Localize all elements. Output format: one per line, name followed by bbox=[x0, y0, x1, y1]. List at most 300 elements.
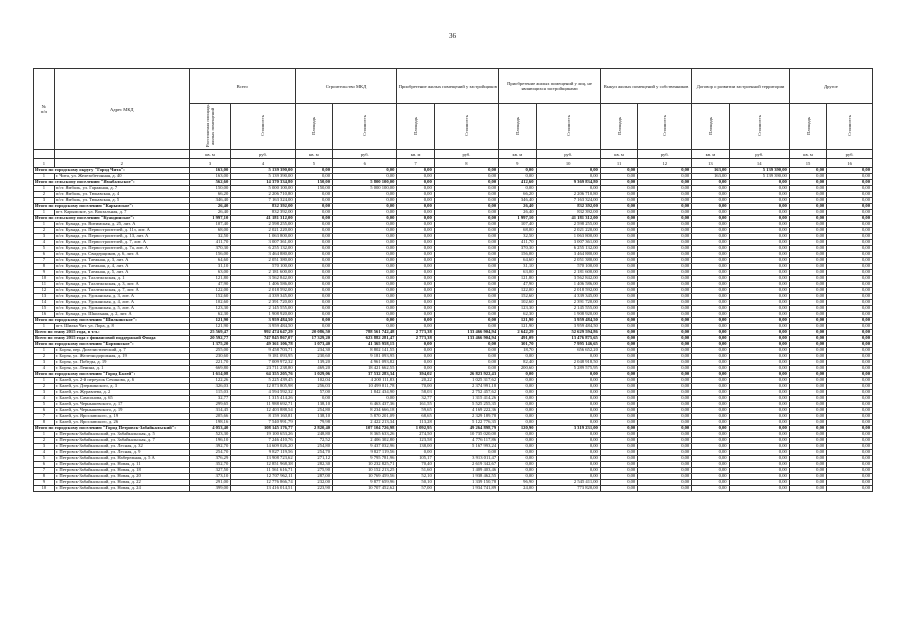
cost-cell: 0,00 bbox=[827, 252, 873, 258]
cost-cell: 2 051 380,00 bbox=[231, 258, 295, 264]
area-cell: 0,00 bbox=[397, 258, 434, 264]
address-cell: п/ст. Куанда, ул. Первостроителей, д. 7, лит. А bbox=[54, 240, 189, 246]
address-cell: пгт. Карымское, ул. Вокзальная, д. 7 bbox=[54, 210, 189, 216]
cost-cell: 0,00 bbox=[827, 372, 873, 378]
address-cell: п/ст. Куанда, ул. Таллежскская, д. 1 bbox=[54, 276, 189, 282]
header-sub-area-text: Площадь bbox=[616, 117, 622, 135]
cost-cell: 0,00 bbox=[729, 306, 789, 312]
area-cell: 0,00 bbox=[789, 414, 826, 420]
header-sub-area-text: Площадь bbox=[311, 117, 317, 135]
row-number: 4 bbox=[34, 396, 55, 402]
area-cell: 0,00 bbox=[692, 396, 729, 402]
cost-cell: 52 629 594,86 bbox=[536, 330, 600, 336]
area-cell: 0,00 bbox=[600, 474, 637, 480]
area-cell: 271,12 bbox=[295, 456, 332, 462]
colnum-cell: 10 bbox=[536, 159, 600, 168]
area-cell: 123,30 bbox=[499, 306, 536, 312]
cost-cell: 13 908 723,62 bbox=[231, 456, 295, 462]
cost-cell: 0,00 bbox=[434, 210, 498, 216]
row-number: 2 bbox=[34, 228, 55, 234]
area-cell: 0,00 bbox=[397, 276, 434, 282]
area-cell: 0,00 bbox=[692, 306, 729, 312]
subtotal-label: Итого по сельскому поселению "Ямабальское": bbox=[34, 180, 190, 186]
row-number: 15 bbox=[34, 306, 55, 312]
area-cell: 0,00 bbox=[397, 354, 434, 360]
cost-cell: 0,00 bbox=[434, 354, 498, 360]
area-cell: 0,00 bbox=[692, 324, 729, 330]
cost-cell: 0,00 bbox=[638, 366, 692, 372]
area-cell: 32,77 bbox=[397, 396, 434, 402]
cost-cell: 0,00 bbox=[729, 462, 789, 468]
area-cell: 0,00 bbox=[397, 282, 434, 288]
colnum-cell: 13 bbox=[692, 159, 729, 168]
cost-cell: 2 145 555,00 bbox=[231, 306, 295, 312]
area-cell: 198,16 bbox=[189, 420, 231, 426]
area-cell: 232,00 bbox=[295, 480, 332, 486]
area-cell: 139,20 bbox=[295, 360, 332, 366]
area-cell: 0,00 bbox=[789, 474, 826, 480]
header-group-total: Всего bbox=[189, 69, 295, 104]
cost-cell: 0,00 bbox=[536, 378, 600, 384]
header-sub-cost-text: Стоимость bbox=[463, 115, 469, 137]
area-cell: 0,00 bbox=[600, 354, 637, 360]
cost-cell: 0,00 bbox=[827, 264, 873, 270]
cost-cell: 0,00 bbox=[729, 486, 789, 492]
subtotal-label: Итого по городскому поселению "Борзинское": bbox=[34, 342, 190, 348]
cost-cell: 570 100,00 bbox=[536, 264, 600, 270]
area-cell: 0,00 bbox=[692, 252, 729, 258]
row-number: 16 bbox=[34, 312, 55, 318]
area-cell: 0,00 bbox=[295, 174, 332, 180]
cost-cell: 0,00 bbox=[638, 450, 692, 456]
header-sub-cost bbox=[638, 104, 692, 150]
area-cell: 0,00 bbox=[789, 198, 826, 204]
area-cell: 25 569,47 bbox=[189, 330, 231, 336]
cost-cell: 0,00 bbox=[827, 192, 873, 198]
cost-cell: 0,00 bbox=[638, 222, 692, 228]
address-cell: п/ст. Куанда, ул. Первостроителей, д. 13, лит. А bbox=[54, 234, 189, 240]
area-cell: 64,60 bbox=[189, 258, 231, 264]
unit-cell bbox=[34, 150, 55, 159]
cost-cell: 0,00 bbox=[827, 174, 873, 180]
area-cell: 0,00 bbox=[692, 180, 729, 186]
cost-cell: 14 609 026,20 bbox=[231, 444, 295, 450]
row-number: 3 bbox=[34, 234, 55, 240]
area-cell: 68,65 bbox=[397, 414, 434, 420]
cost-cell: 0,00 bbox=[536, 372, 600, 378]
cost-cell: 5 139 390,00 bbox=[729, 174, 789, 180]
area-cell: 0,00 bbox=[600, 372, 637, 378]
area-cell: 1 614,08 bbox=[189, 372, 231, 378]
cost-cell: 0,00 bbox=[333, 270, 397, 276]
cost-cell: 0,00 bbox=[638, 372, 692, 378]
area-cell: 72,52 bbox=[295, 438, 332, 444]
cost-cell: 0,00 bbox=[434, 276, 498, 282]
area-cell: 0,00 bbox=[692, 432, 729, 438]
area-cell: 0,00 bbox=[397, 294, 434, 300]
area-cell: 0,00 bbox=[600, 480, 637, 486]
area-cell: 26,40 bbox=[499, 210, 536, 216]
area-cell: 122,00 bbox=[499, 288, 536, 294]
cost-cell: 0,00 bbox=[729, 414, 789, 420]
address-cell: п/ст. Куанда, ул. Удоканская, д. 3, лит. А bbox=[54, 294, 189, 300]
cost-cell: 18 421 662,55 bbox=[333, 366, 397, 372]
area-cell: 150,00 bbox=[295, 186, 332, 192]
area-cell: 0,00 bbox=[692, 390, 729, 396]
row-number: 5 bbox=[34, 402, 55, 408]
header-sub-area bbox=[295, 104, 332, 150]
area-cell: 0,00 bbox=[397, 264, 434, 270]
area-cell: 0,00 bbox=[692, 426, 729, 432]
cost-cell: 108 145 176,77 bbox=[231, 426, 295, 432]
cost-cell: 7 163 324,00 bbox=[231, 198, 295, 204]
area-cell: 0,00 bbox=[692, 360, 729, 366]
row-number: 1 bbox=[34, 174, 55, 180]
header-no-text: № п/п bbox=[40, 104, 47, 114]
area-cell: 0,00 bbox=[692, 420, 729, 426]
area-cell: 152,60 bbox=[189, 294, 231, 300]
area-cell: 0,00 bbox=[789, 324, 826, 330]
subtotal-label: Итого по сельскому поселению "Куандинское": bbox=[34, 216, 190, 222]
header-row-column-numbers bbox=[34, 159, 873, 168]
cost-cell: 7 246 410,76 bbox=[231, 438, 295, 444]
area-cell: 0,00 bbox=[692, 210, 729, 216]
address-cell: п/ст. Ямбаль, ул. Гаражная, д. 7 bbox=[54, 186, 189, 192]
cost-cell: 0,00 bbox=[729, 336, 789, 342]
header-total-cost-text: Стоимость bbox=[260, 115, 266, 137]
cost-cell: 0,00 bbox=[434, 240, 498, 246]
row-number: 3 bbox=[34, 390, 55, 396]
area-cell: 0,00 bbox=[499, 378, 536, 384]
cost-cell: 0,00 bbox=[333, 174, 397, 180]
area-cell: 0,00 bbox=[499, 372, 536, 378]
area-cell: 58,03 bbox=[397, 390, 434, 396]
cost-cell: 0,00 bbox=[827, 318, 873, 324]
colnum-cell: 4 bbox=[231, 159, 295, 168]
cost-cell: 0,00 bbox=[638, 276, 692, 282]
cost-cell: 3 959 484,50 bbox=[536, 324, 600, 330]
cost-cell: 12 873 805,98 bbox=[231, 384, 295, 390]
cost-cell: 0,00 bbox=[729, 234, 789, 240]
area-cell: 0,00 bbox=[789, 486, 826, 492]
area-cell: 0,00 bbox=[692, 294, 729, 300]
area-cell: 64,60 bbox=[499, 258, 536, 264]
area-cell: 0,00 bbox=[397, 312, 434, 318]
cost-cell: 0,00 bbox=[536, 450, 600, 456]
area-cell: 31,10 bbox=[499, 264, 536, 270]
row-number: 7 bbox=[34, 468, 55, 474]
cost-cell: 0,00 bbox=[434, 300, 498, 306]
cost-cell: 0,00 bbox=[434, 348, 498, 354]
cost-cell: 2 206 710,80 bbox=[536, 192, 600, 198]
area-cell: 0,00 bbox=[600, 264, 637, 270]
cost-cell: 0,00 bbox=[434, 222, 498, 228]
cost-cell: 0,00 bbox=[434, 324, 498, 330]
area-cell: 0,00 bbox=[499, 444, 536, 450]
area-cell: 0,00 bbox=[789, 186, 826, 192]
colnum-cell: 2 bbox=[54, 159, 189, 168]
area-cell: 1 997,10 bbox=[499, 216, 536, 222]
colnum-cell: 8 bbox=[434, 159, 498, 168]
address-cell: п/ст. Куанда, ул. Таежная, д. 4, лит. А bbox=[54, 264, 189, 270]
cost-cell: 26 823 922,43 bbox=[434, 372, 498, 378]
cost-cell: 4 200 111,83 bbox=[333, 378, 397, 384]
area-cell: 0,00 bbox=[789, 222, 826, 228]
cost-cell: 0,00 bbox=[638, 318, 692, 324]
area-cell: 0,00 bbox=[789, 180, 826, 186]
area-cell: 0,00 bbox=[789, 234, 826, 240]
header-sub-cost-text: Стоимость bbox=[847, 115, 853, 137]
area-cell: 0,00 bbox=[692, 282, 729, 288]
area-cell: 123,58 bbox=[397, 438, 434, 444]
area-cell: 326,03 bbox=[189, 384, 231, 390]
area-cell: 0,00 bbox=[397, 270, 434, 276]
cost-cell: 37 532 283,34 bbox=[333, 372, 397, 378]
cost-cell: 0,00 bbox=[729, 228, 789, 234]
area-cell: 376,29 bbox=[189, 456, 231, 462]
area-cell: 121,90 bbox=[189, 324, 231, 330]
address-cell: г. Борзя, пер. Дизелистический, д. 7 bbox=[54, 348, 189, 354]
area-cell: 121,90 bbox=[499, 318, 536, 324]
cost-cell: 0,00 bbox=[638, 480, 692, 486]
address-cell: г. Петровск-Забайкальский, ул. Новая, д. 24 bbox=[54, 486, 189, 492]
address-cell: п/ст. Куанда, ул. Первостроителей, д. 11з, лит. А bbox=[54, 228, 189, 234]
cost-cell: 3 959 484,50 bbox=[231, 324, 295, 330]
cost-cell: 0,00 bbox=[729, 288, 789, 294]
cost-cell: 5 225 439,45 bbox=[231, 378, 295, 384]
area-cell: 0,00 bbox=[295, 252, 332, 258]
cost-cell: 0,00 bbox=[638, 210, 692, 216]
cost-cell: 3 319 231,00 bbox=[536, 426, 600, 432]
cost-cell: 0,00 bbox=[729, 378, 789, 384]
area-cell: 0,00 bbox=[499, 414, 536, 420]
cost-cell: 0,00 bbox=[434, 174, 498, 180]
area-cell: 156,00 bbox=[499, 252, 536, 258]
cost-cell: 10 499 811,78 bbox=[333, 384, 397, 390]
cost-cell: 0,00 bbox=[729, 276, 789, 282]
area-cell: 0,00 bbox=[789, 408, 826, 414]
area-cell: 411,70 bbox=[499, 240, 536, 246]
address-cell: г. Петровск-Забайкальский, ул. Лесная, д. 9 bbox=[54, 450, 189, 456]
area-cell: 102,04 bbox=[295, 378, 332, 384]
cost-cell: 0,00 bbox=[729, 300, 789, 306]
header-sub-area-text: Площадь bbox=[413, 117, 419, 135]
address-cell: п/ст. Куанда, ул. Витимская, д. 25, лит. А bbox=[54, 222, 189, 228]
area-cell: 0,00 bbox=[789, 444, 826, 450]
cost-cell: 0,00 bbox=[729, 444, 789, 450]
area-cell: 0,00 bbox=[499, 438, 536, 444]
area-cell: 0,00 bbox=[789, 330, 826, 336]
address-cell: г. Борзя, ул. Ленина, д. 1 bbox=[54, 366, 189, 372]
row-number: 6 bbox=[34, 462, 55, 468]
area-cell: 0,00 bbox=[600, 360, 637, 366]
address-cell: г. Балей, ул. Чернышевского, д. 17 bbox=[54, 402, 189, 408]
cost-cell: 1 934 741,89 bbox=[434, 486, 498, 492]
unit-cell: кв. м bbox=[189, 150, 231, 159]
cost-cell: 1 842 434,90 bbox=[333, 390, 397, 396]
cost-cell: 41 181 312,00 bbox=[536, 216, 600, 222]
area-cell: 275,90 bbox=[295, 468, 332, 474]
cost-cell: 0,00 bbox=[434, 288, 498, 294]
area-cell: 0,00 bbox=[692, 438, 729, 444]
area-cell: 0,00 bbox=[397, 348, 434, 354]
cost-cell: 0,00 bbox=[638, 198, 692, 204]
cost-cell: 788 561 742,48 bbox=[333, 330, 397, 336]
area-cell: 63,00 bbox=[189, 270, 231, 276]
cost-cell: 0,00 bbox=[827, 330, 873, 336]
area-cell: 0,00 bbox=[789, 192, 826, 198]
area-cell: 2 820,40 bbox=[295, 426, 332, 432]
area-cell: 0,00 bbox=[600, 180, 637, 186]
cost-cell: 656 652,20 bbox=[536, 348, 600, 354]
cost-cell: 0,00 bbox=[827, 288, 873, 294]
area-cell: 0,00 bbox=[397, 228, 434, 234]
header-group-construction: Строительство МКД bbox=[295, 69, 397, 104]
cost-cell: 0,00 bbox=[333, 240, 397, 246]
area-cell: 0,00 bbox=[789, 306, 826, 312]
cost-cell: 10 707 452,62 bbox=[333, 486, 397, 492]
cost-cell: 9 437 032,96 bbox=[333, 444, 397, 450]
cost-cell: 0,00 bbox=[827, 180, 873, 186]
area-cell: 0,00 bbox=[499, 174, 536, 180]
cost-cell: 0,00 bbox=[729, 252, 789, 258]
area-cell: 0,00 bbox=[600, 216, 637, 222]
area-cell: 0,00 bbox=[600, 348, 637, 354]
area-cell: 0,00 bbox=[295, 312, 332, 318]
colnum-cell: 15 bbox=[789, 159, 826, 168]
area-cell: 0,00 bbox=[600, 384, 637, 390]
row-number: 8 bbox=[34, 474, 55, 480]
cost-cell: 2 406 302,80 bbox=[333, 438, 397, 444]
cost-cell: 0,00 bbox=[729, 210, 789, 216]
area-cell: 32,77 bbox=[189, 396, 231, 402]
cost-cell: 4 339 345,00 bbox=[231, 294, 295, 300]
area-cell: 346,40 bbox=[189, 198, 231, 204]
area-cell: 0,00 bbox=[789, 228, 826, 234]
cost-cell: 0,00 bbox=[536, 402, 600, 408]
area-cell: 0,00 bbox=[789, 420, 826, 426]
cost-cell: 5 122 776,35 bbox=[434, 420, 498, 426]
cost-cell: 0,00 bbox=[638, 462, 692, 468]
area-cell: 0,00 bbox=[692, 348, 729, 354]
cost-cell: 0,00 bbox=[729, 216, 789, 222]
cost-cell: 1 063 800,00 bbox=[536, 234, 600, 240]
table-row bbox=[34, 486, 873, 492]
area-cell: 31,10 bbox=[189, 264, 231, 270]
area-cell: 399,00 bbox=[189, 486, 231, 492]
address-cell: пгт. Шилка Чит. ул. Лора, д. 8 bbox=[54, 324, 189, 330]
cost-cell: 0,00 bbox=[827, 384, 873, 390]
unit-cell: кв. м bbox=[789, 150, 826, 159]
header-sub-cost bbox=[827, 104, 873, 150]
row-number: 8 bbox=[34, 420, 55, 426]
cost-cell: 0,00 bbox=[827, 342, 873, 348]
header-address: Адрес МКД bbox=[54, 69, 189, 150]
cost-cell: 0,00 bbox=[638, 456, 692, 462]
area-cell: 70,00 bbox=[397, 384, 434, 390]
area-cell: 2 773,38 bbox=[397, 330, 434, 336]
cost-cell: 0,00 bbox=[536, 186, 600, 192]
area-cell: 161,55 bbox=[397, 402, 434, 408]
cost-cell: 0,00 bbox=[827, 360, 873, 366]
area-cell: 0,00 bbox=[600, 258, 637, 264]
cost-cell: 2 021 220,00 bbox=[536, 228, 600, 234]
cost-cell: 9 877 659,96 bbox=[333, 480, 397, 486]
address-cell: г. Петровск-Забайкальский, ул. Новая, д. 22 bbox=[54, 480, 189, 486]
area-cell: 121,80 bbox=[189, 276, 231, 282]
header-group-buyout: Выкуп жилых помещений у собственников bbox=[600, 69, 691, 104]
cost-cell: 0,00 bbox=[434, 366, 498, 372]
cost-cell: 0,00 bbox=[638, 390, 692, 396]
area-cell: 0,00 bbox=[692, 186, 729, 192]
unit-cell: руб. bbox=[536, 150, 600, 159]
cost-cell: 0,00 bbox=[638, 354, 692, 360]
header-sub-cost bbox=[434, 104, 498, 150]
address-cell: г. Петровск-Забайкальский, ул. Набережная, д. 5 А bbox=[54, 456, 189, 462]
cost-cell: 5 525 255,35 bbox=[434, 402, 498, 408]
cost-cell: 41 365 958,15 bbox=[333, 342, 397, 348]
cost-cell: 3 007 361,00 bbox=[536, 240, 600, 246]
area-cell: 96,90 bbox=[499, 480, 536, 486]
area-cell: 0,00 bbox=[600, 336, 637, 342]
cost-cell: 0,00 bbox=[536, 474, 600, 480]
area-cell: 373,10 bbox=[189, 474, 231, 480]
table-body bbox=[34, 168, 873, 492]
cost-cell: 0,00 bbox=[638, 396, 692, 402]
area-cell: 122,26 bbox=[189, 378, 231, 384]
cost-cell: 0,00 bbox=[827, 396, 873, 402]
area-cell: 0,00 bbox=[692, 192, 729, 198]
area-cell: 0,00 bbox=[600, 276, 637, 282]
cost-cell: 0,00 bbox=[434, 246, 498, 252]
unit-cell: руб. bbox=[827, 150, 873, 159]
area-cell: 254,80 bbox=[295, 408, 332, 414]
unit-cell: руб. bbox=[434, 150, 498, 159]
cost-cell: 0,00 bbox=[536, 408, 600, 414]
cost-cell: 0,00 bbox=[827, 312, 873, 318]
cost-cell: 0,00 bbox=[434, 342, 498, 348]
cost-cell: 1 908 920,00 bbox=[231, 312, 295, 318]
area-cell: 0,00 bbox=[600, 294, 637, 300]
cost-cell: 2 598 255,00 bbox=[231, 222, 295, 228]
cost-cell: 0,00 bbox=[827, 216, 873, 222]
cost-cell: 0,00 bbox=[333, 282, 397, 288]
area-cell: 0,00 bbox=[397, 342, 434, 348]
cost-cell: 0,00 bbox=[638, 180, 692, 186]
header-sub-cost-text: Стоимость bbox=[565, 115, 571, 137]
area-cell: 0,00 bbox=[600, 402, 637, 408]
area-cell: 0,00 bbox=[600, 204, 637, 210]
cost-cell: 0,00 bbox=[827, 366, 873, 372]
area-cell: 0,00 bbox=[295, 396, 332, 402]
cost-cell: 0,00 bbox=[638, 468, 692, 474]
area-cell: 150,00 bbox=[189, 186, 231, 192]
cost-cell: 4 339 345,00 bbox=[536, 294, 600, 300]
cost-cell: 0,00 bbox=[729, 204, 789, 210]
colnum-cell: 14 bbox=[729, 159, 789, 168]
area-cell: 346,40 bbox=[499, 198, 536, 204]
cost-cell: 5 139 390,00 bbox=[729, 168, 789, 174]
cost-cell: 1 315 414,26 bbox=[434, 396, 498, 402]
area-cell: 63,00 bbox=[499, 270, 536, 276]
area-cell: 0,00 bbox=[397, 210, 434, 216]
area-cell: 0,00 bbox=[789, 396, 826, 402]
cost-cell: 7 163 324,00 bbox=[536, 198, 600, 204]
unit-cell: кв. м bbox=[499, 150, 536, 159]
cost-cell: 0,00 bbox=[729, 402, 789, 408]
colnum-cell: 6 bbox=[333, 159, 397, 168]
unit-cell: руб. bbox=[333, 150, 397, 159]
